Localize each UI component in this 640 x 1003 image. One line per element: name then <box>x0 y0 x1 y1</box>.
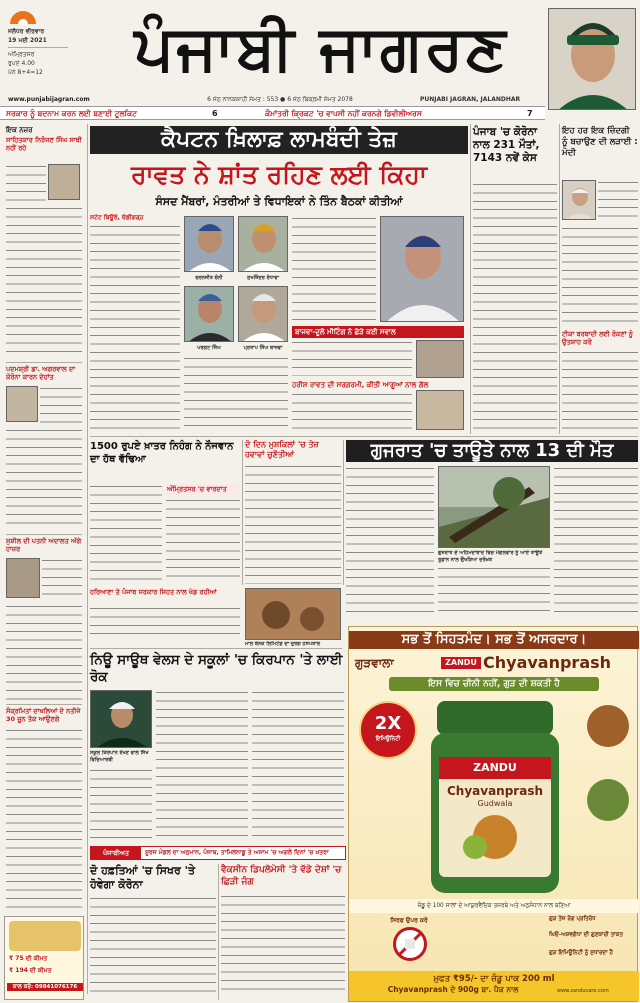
masthead-issue: 6 ਜੇਠ ਨਾਨਕਸ਼ਾਹੀ ਸੰਮਤ : 553 ● 6 ਜੇਠ ਬਿਕ੍ਰਮੀ ਸੰਮਤ 2078 <box>207 96 353 103</box>
ad-brand: Chyavanprash <box>483 653 612 672</box>
story-side-title[interactable]: ਹਰਿਆਣਾ ਤੇ ਪੰਜਾਬ ਸਰਕਾਰ ਸਿਹਤ ਨਾਲ ਖੇਡ ਰਹੀਆਂ <box>90 588 217 596</box>
zandu-ad[interactable] <box>348 626 638 1002</box>
immunity-badge <box>359 701 417 759</box>
politician-photo-3 <box>184 286 234 342</box>
story-challenge <box>245 440 341 585</box>
ad-url[interactable]: www.zanducare.com <box>557 988 609 994</box>
politician-photo-2 <box>238 216 288 272</box>
zandu-jar <box>415 697 575 897</box>
student-caption: ਸਕੂਲ ਕਿਰਪਾਨ ਰੱਖਣ ਵਾਲੇ ਸਿੱਖ ਵਿਦਿਆਰਥੀ <box>90 750 149 763</box>
hospital-caption: ਮਾਲ ਬੇਨਕ ਲਿਮਿਟੇਡ ਦਾ ਦੁਰਗ ਹਸਪਤਾਲ <box>245 641 321 647</box>
sidebar-ad-price1: ₹ 75 ਦੀ ਕੀਮਤ <box>9 955 48 962</box>
sidebar-item4-head[interactable]: ਸੰਕ੍ਰਮਿਤਾਂ ਦਾਖਲਿਆਂ ਦੇ ਨਤੀਜੇ 30 ਜੂਨ ਤੱਕ ਆਉਣਗੇ <box>6 707 81 723</box>
masthead-edition: ਅੰਮ੍ਰਿਤਸਰ <box>8 51 35 58</box>
jaggery-icon <box>587 705 629 747</box>
masthead-publisher: PUNJABI JAGRAN, JALANDHAR <box>420 96 521 103</box>
peak-headline[interactable]: ਦੋ ਹਫ਼ਤਿਆਂ 'ਚ ਸਿਖਰ 'ਤੇ ਹੋਵੇਗਾ ਕੋਰੋਨਾ <box>90 864 196 891</box>
jar-maker: ZANDU <box>473 761 517 774</box>
ayurveda-strip <box>349 899 639 913</box>
masthead-price: ਰੁਪਏ 4.00 <box>8 60 35 67</box>
no-sugar-panel <box>369 917 449 967</box>
ad-features <box>549 915 637 969</box>
story-1500-tag: ਅੰਮ੍ਰਿਤਸਰ 'ਚ ਵਾਰਦਾਤ <box>166 484 240 495</box>
story-1500 <box>90 440 240 585</box>
ayurveda-text: ਜ਼ੰਡੂ ਦੇ 100 ਸਾਲਾਂ ਦੇ ਆਯੁਰਵੈਦਿਕ ਤਜਰਬੇ ਅਤੇ ਅਨੁਸੰਧਾਨ ਨਾਲ ਬਣਿਆ <box>417 903 571 909</box>
badge-value: 2X <box>374 713 402 734</box>
modi-sub[interactable]: ਟੀਕਾ ਬਰਬਾਦੀ ਲਈ ਰੋਕਣਾਂ ਨੂੰ ਉਤਸ਼ਾਹ ਕਰੋ <box>562 330 633 346</box>
sidebar-ad[interactable] <box>4 916 84 1000</box>
schools-story <box>90 652 344 842</box>
masthead-pages: ਪੰਨੇ 8+4=12 <box>8 69 43 76</box>
jar-label: Chyavanprash <box>446 784 544 798</box>
sidebar <box>0 124 86 1003</box>
ticker-left[interactable]: ਸਰਕਾਰ ਨੂੰ ਬਦਨਾਮ ਕਰਨ ਲਈ ਬਣਾਈ ਟੂਲਕਿਟ <box>6 109 137 118</box>
story-1500-headline[interactable]: 1500 ਰੁਪਏ ਖ਼ਾਤਰ ਨਿਹੰਗ ਨੇ ਨੌਜਵਾਨ ਦਾ ਹੱਥ ਵੱਢਿਆ <box>90 441 234 465</box>
story-challenge-headline[interactable]: ਦੋ ਦਿਨ ਮੁਸ਼ਕਿਲਾਂ 'ਚ ਤੇਜ਼ ਹਵਾਵਾਂ ਚੁਣੌਤੀਆਂ <box>245 440 319 459</box>
sweets-icon <box>9 921 81 951</box>
storm-caption: ਗੁਜਰਾਤ ਦੇ ਅਹਿਮਦਾਬਾਦ ਵਿਚ ਮੰਗਲਵਾਰ ਨੂੰ ਆਏ ਤਾਊਤੇ ਤੂਫ਼ਾਨ ਨਾਲ ਉਖੜਿਆ ਦਰੱਖ਼ਤ <box>438 550 543 563</box>
jar-sub: Gudwala <box>477 799 513 808</box>
corona-story <box>473 124 557 434</box>
storm-photo <box>438 466 550 548</box>
ticker-strip <box>0 106 545 120</box>
ticker-right[interactable]: ਕੌਮਾਂਤਰੀ ਕ੍ਰਿਕਟ 'ਚ ਵਾਪਸੀ ਨਹੀਂ ਕਰਨਗੇ ਡਿਵੀਲੀਅਰਸ <box>265 109 422 118</box>
photo-caption-3: ਪਰਗਟ ਸਿੰਘ <box>197 345 221 351</box>
corona-headline[interactable]: ਪੰਜਾਬ 'ਚ ਕੋਰੋਨਾ ਨਾਲ 231 ਮੌਤਾਂ, 7143 ਨਵੇਂ ਕੇਸ <box>473 126 540 164</box>
politician-photo-5 <box>380 216 464 322</box>
student-photo <box>90 690 152 748</box>
sidebar-section: ਇਕ ਨਜ਼ਰ <box>6 126 33 134</box>
photo-caption-1: ਚਰਨਜੀਤ ਚੰਨੀ <box>195 275 223 281</box>
sidebar-item1-head[interactable]: ਸਾਹਿਤਕਾਰ ਨਿਰੰਜਣ ਸਿੰਘ ਸਾਥੀ ਨਹੀਂ ਰਹੇ <box>6 136 82 152</box>
ad-footer-line2: Chyavanprash ਦੇ 900g ਬਾ. ਪੈਕ ਨਾਲ <box>387 985 519 994</box>
ad-tagline: ਸਭ ਤੋਂ ਸਿਹਤਮੰਦ। ਸਭ ਤੋਂ ਅਸਰਦਾਰ। <box>349 631 639 649</box>
ad-feature-1: ਗੁੜ ਤੇਜ਼ ਰੋਗ ਪ੍ਰਤਿਰੋਧ <box>549 916 596 922</box>
gujarat-story <box>346 440 638 622</box>
no-sugar-label: ਸਿਰਫ ਉਪਰ ਕਰੋ <box>390 917 428 924</box>
gujarat-headline[interactable]: ਗੁਜਰਾਤ 'ਚ ਤਾਊਤੇ ਨਾਲ 13 ਦੀ ਮੌਤ <box>346 440 638 462</box>
politician-photo-1 <box>184 216 234 272</box>
politician-photo-6 <box>416 340 464 378</box>
sidebar-item3-photo <box>6 558 40 598</box>
politician-photo-7 <box>416 390 464 430</box>
herbs-icon <box>587 779 629 821</box>
story-side <box>90 588 240 638</box>
wide-banner-label: ਪੰਜਾਬੀਅਤ <box>91 847 141 859</box>
peak-story <box>90 864 216 1000</box>
sidebar-item2-photo <box>6 386 38 422</box>
cricketer-photo <box>548 8 636 110</box>
lead-story <box>90 124 468 434</box>
ad-feature-2: ਘਿਓ-ਅਸ਼ਵਗੰਧਾ ਦੀ ਗੁਣਕਾਰੀ ਤਾਕਤ <box>549 932 623 938</box>
vaccine-headline[interactable]: ਵੈਕਸੀਨ ਡਿਪਲੋਮੇਸੀ 'ਤੇ ਵੱਡੇ ਦੇਸ਼ਾਂ 'ਚ ਛਿੜੀ ਜੰਗ <box>221 865 342 887</box>
schools-headline[interactable]: ਨਿਊ ਸਾਊਥ ਵੇਲਸ ਦੇ ਸਕੂਲਾਂ 'ਚ ਕਿਰਪਾਨ 'ਤੇ ਲਾਈ ਰੋਕ <box>90 652 343 685</box>
lead-box1[interactable]: ਬਾਜਵਾ-ਦੂਲੋ ਮੀਟਿੰਗ ਨੇ ਛੇੜੇ ਕਈ ਸਵਾਲ <box>292 326 464 338</box>
ad-claim: ਇਸ ਵਿਚ ਚੀਨੀ ਨਹੀਂ, ਗੁੜ ਦੀ ਸ਼ਕਤੀ ਹੈ <box>389 677 599 691</box>
masthead-date: 19 ਮਈ 2021 <box>8 37 47 44</box>
ad-footer <box>349 971 639 1001</box>
wide-banner <box>90 846 346 860</box>
lead-box2[interactable]: ਹਰੀਸ਼ ਰਾਵਤ ਦੀ ਸਰਗਰਮੀ, ਕੀਤੀ ਆਗੂਆਂ ਨਾਲ ਗੱਲ <box>292 381 429 389</box>
sidebar-item1-photo <box>48 164 80 200</box>
no-sugar-icon <box>393 927 427 961</box>
politician-photo-4 <box>238 286 288 342</box>
sidebar-item3-head[interactable]: ਸੁਸ਼ੀਲ ਦੀ ਪਤਨੀ ਅਦਾਲਤ ਅੱਗੇ ਹਾਜ਼ਰ <box>6 537 82 553</box>
jagran-logo-icon <box>8 10 38 24</box>
ad-feature-images <box>581 705 635 895</box>
lead-subhead: ਸੰਸਦ ਮੈਂਬਰਾਂ, ਮੰਤਰੀਆਂ ਤੇ ਵਿਧਾਇਕਾਂ ਨੇ ਤਿੰਨ ਬੈਠਕਾਂ ਕੀਤੀਆਂ <box>155 195 403 208</box>
ticker-right-page: 7 <box>527 109 533 118</box>
photo-caption-2: ਸੁਖਜਿੰਦਰ ਰੰਧਾਵਾ <box>247 275 279 281</box>
sidebar-item2-head[interactable]: ਪਦਮਸ਼੍ਰੀ ਡਾ. ਅਗਰਵਾਲ ਦਾ ਕੋਰੋਨਾ ਕਾਰਨ ਦੇਹਾਂਤ <box>6 365 76 381</box>
modi-photo <box>562 180 596 220</box>
lead-dateline: ਸਟੇਟ ਬਿਊਰੋ, ਚੰਡੀਗੜ੍ਹ <box>90 214 144 221</box>
hospital-photo <box>245 588 341 640</box>
ad-maker: ZANDU <box>441 657 481 669</box>
ticker-left-page: 6 <box>212 109 218 118</box>
masthead-day: ਜਲੰਧਰ ਵੀਰਵਾਰ <box>8 28 45 35</box>
lead-headline[interactable]: ਰਾਵਤ ਨੇ ਸ਼ਾਂਤ ਰਹਿਣ ਲਈ ਕਿਹਾ <box>130 160 428 189</box>
sidebar-ad-price2: ₹ 194 ਦੀ ਕੀਮਤ <box>9 967 52 974</box>
masthead-website[interactable]: www.punjabijagran.com <box>8 96 90 103</box>
vaccine-story <box>221 864 345 1000</box>
badge-sub: ਇਮਿਊਨਿਟੀ <box>375 736 401 742</box>
wide-banner-text[interactable]: ਸੂਰਜ ਮੰਡਲ ਦਾ ਅਨੁਮਾਨ, ਪੰਜਾਬ, ਤਾਮਿਲਨਾਡੂ ਤੇ ਅਸਾਮ 'ਚ ਅਗਲੇ ਦਿਨਾਂ 'ਚ ਖ਼ਤਰਾ <box>145 849 329 856</box>
masthead-title: ਪੰਜਾਬੀ ਜਾਗਰਣ <box>134 11 508 84</box>
modi-story <box>562 124 638 434</box>
lead-kicker[interactable]: ਕੈਪਟਨ ਖ਼ਿਲਾਫ਼ ਲਾਮਬੰਦੀ ਤੇਜ਼ <box>90 126 468 154</box>
ad-footer-line1: ਮੁਫਤ ₹95/- ਦਾ ਜ਼ੰਡੂ ਪਾਕ 200 ml <box>433 974 555 984</box>
modi-headline[interactable]: ਇਹ ਹਰ ਇਕ ਜ਼ਿੰਦਗੀ ਨੂੰ ਬਚਾਉਣ ਦੀ ਲੜਾਈ : ਮੋਦੀ <box>562 126 638 158</box>
photo-caption-4: ਪ੍ਰਤਾਪ ਸਿੰਘ ਬਾਜਵਾ <box>243 345 283 351</box>
sidebar-ad-phone[interactable]: ਕਾਲ ਕਰੋ: 09841076176 <box>7 983 83 991</box>
ad-brand-prefix: ਗੁੜਵਾਲਾ <box>355 656 394 670</box>
masthead <box>0 0 640 118</box>
ad-feature-3: ਗੁੜ ਇਮਿਊਨਿਟੀ ਨੂੰ ਸੁਧਾਰਦਾ ਹੈ <box>549 950 613 956</box>
